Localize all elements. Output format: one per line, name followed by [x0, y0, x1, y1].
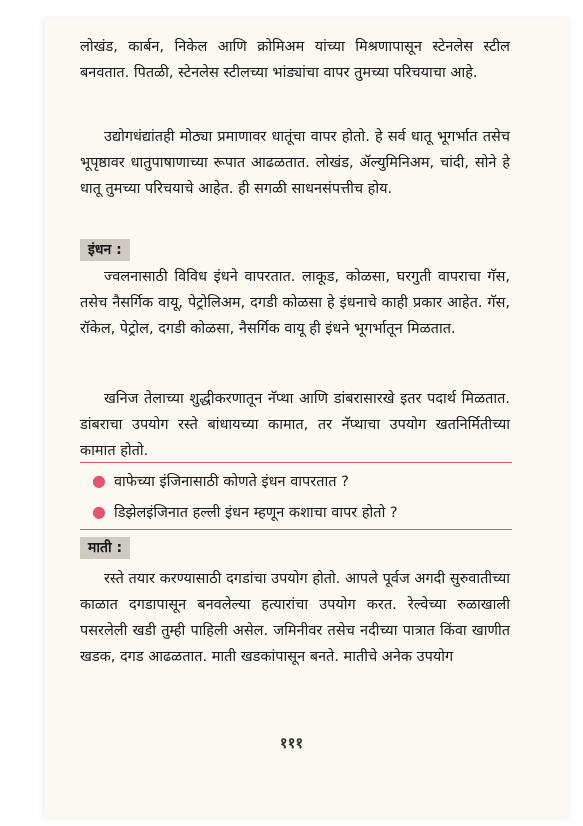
heading-fuel: इंधन :: [80, 239, 130, 261]
question-item: [92, 501, 398, 524]
paragraph-soil: रस्ते तयार करण्यासाठी दगडांचा उपयोग होतो. आपले पूर्वज अगदी सुरुवातीच्या काळात दगडापासून बनवलेल्या हत्यारांचा उपयोग करत. रेल्वेच्या रुळाखाली पसरलेली खडी तुम्ही पाहिली असेल. जमिनीवर तसेच नदीच्या पात्रात किंवा खाणीत खडक, दगड आढळतात. माती खडकांपासून बनते. मातीचे अनेक उपयोग: [80, 571, 510, 665]
bullet-icon: ●: [92, 502, 106, 521]
paragraph-fuels: ज्वलनासाठी विविध इंधने वापरतात. लाकूड, कोळसा, घरगुती वापराचा गॅस, तसेच नैसर्गिक वायू, पेट्रोलिअम, दगडी कोळसा हे इंधनाचे काही प्रकार आहेत. गॅस, रॉकेल, पेट्रोल, दगडी कोळसा, नैसर्गिक वायू ही इंधने भूगर्भातून मिळतात.: [80, 269, 510, 337]
heading-soil: माती :: [80, 537, 130, 559]
bullet-icon: ●: [92, 471, 106, 490]
question-text: वाफेच्या इंजिनासाठी कोणते इंधन वापरतात ?: [113, 474, 349, 490]
paragraph-steel: लोखंड, कार्बन, निकेल आणि क्रोमिअम यांच्या मिश्रणापासून स्टेनलेस स्टील बनवतात. पितळी, स्टेनलेस स्टीलच्या भांड्यांचा वापर तुमच्या परिचयाचा आहे.: [80, 39, 510, 81]
question-text: डिझेलइंजिनात हल्ली इंधन म्हणून कशाचा वापर होतो ?: [113, 505, 398, 521]
page-number: १११: [279, 734, 304, 752]
question-item: [92, 470, 349, 493]
paragraph-petroleum: खनिज तेलाच्या शुद्धीकरणातून नॅप्था आणि डांबरासारखे इतर पदार्थ मिळतात. डांबराचा उपयोग रस्ते बांधायच्या कामात, तर नॅप्थाचा उपयोग खतनिर्मितीच्या कामात होतो.: [80, 391, 510, 459]
question-box: [80, 462, 512, 530]
paragraph-metals: उद्योगधंद्यांतही मोठ्या प्रमाणावर धातूंचा वापर होतो. हे सर्व धातू भूगर्भात तसेच भूपृष्ठावर धातुपाषाणाच्या रूपात आढळतात. लोखंड, ॲल्युमिनिअम, चांदी, सोने हे धातू तुमच्या परिचयाचे आहेत. ही सगळी साधनसंपत्तीच होय.: [80, 129, 510, 197]
